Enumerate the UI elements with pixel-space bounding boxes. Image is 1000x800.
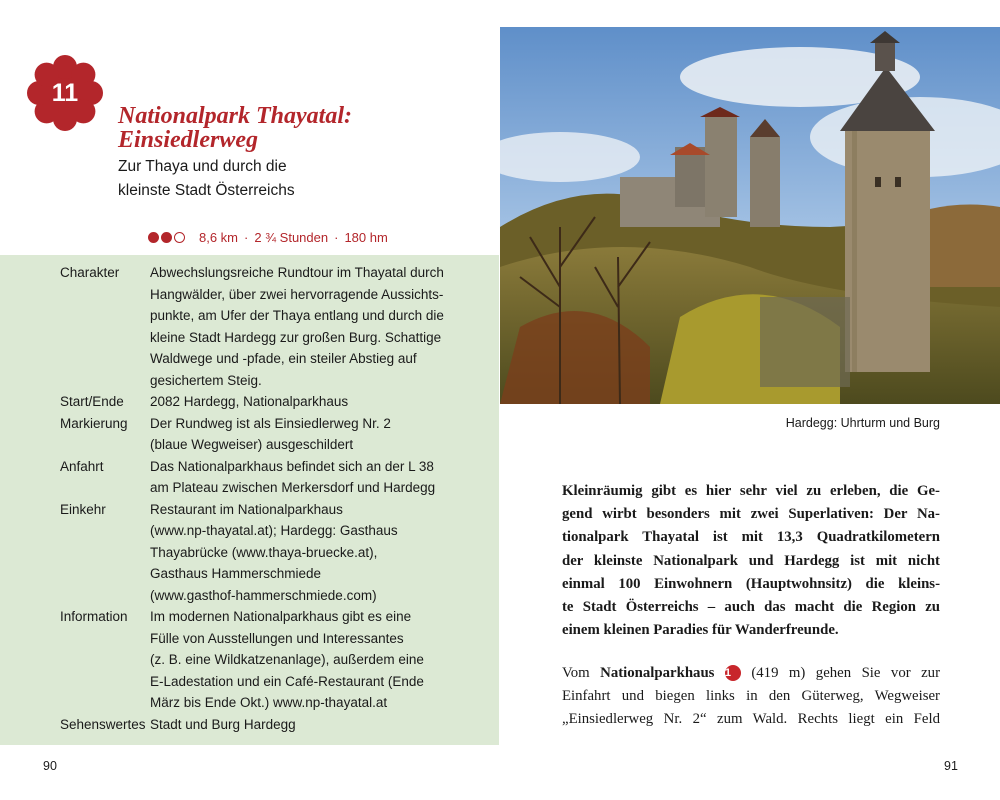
- tour-number: 11: [51, 78, 79, 107]
- info-line: (www.gasthof-hammerschmiede.com): [150, 587, 377, 603]
- info-label: Charakter: [60, 265, 120, 280]
- info-line: Abwechslungsreiche Rundtour im Thayatal durch: [150, 265, 444, 280]
- info-line: Der Rundweg ist als Einsiedlerweg Nr. 2: [150, 415, 391, 431]
- info-label: Markierung: [60, 415, 128, 431]
- waypoint-marker-icon: 1: [725, 665, 741, 681]
- body-text: Vom: [562, 665, 601, 681]
- info-line: Waldwege und -pfade, ein steiler Abstieg auf: [150, 351, 417, 366]
- tour-duration: 2 ¾ Stunden: [254, 230, 329, 245]
- tour-title-line-1: Nationalpark Thayatal:: [118, 103, 353, 129]
- info-value: [150, 714, 450, 736]
- tour-stats: [148, 230, 388, 245]
- info-line: gesichertem Steig.: [150, 372, 262, 388]
- castle-photo-illustration: [500, 27, 1000, 404]
- info-line: Im modernen Nationalparkhaus gibt es eine: [150, 609, 412, 624]
- body-line: „Einsiedlerweg Nr. 2“ zum Wald. Rechts liegt ein Feld: [562, 711, 940, 728]
- info-line: Fülle von Ausstellungen und Interessantes: [150, 630, 404, 646]
- tour-title-line-2: Einsiedlerweg: [118, 127, 259, 153]
- stat-separator: ·: [244, 230, 249, 245]
- info-value: [150, 456, 450, 499]
- castle-photo: [500, 27, 1000, 404]
- info-value: [150, 391, 450, 413]
- difficulty-dot-empty-icon: [174, 232, 185, 243]
- info-value: [150, 262, 450, 391]
- info-line: Stadt und Burg Hardegg: [150, 716, 296, 732]
- info-value: [150, 499, 450, 607]
- info-line: (blaue Wegweiser) ausgeschildert: [150, 437, 354, 452]
- intro-line: tionalpark Thayatal ist mit 13,3 Quadratkilometern: [562, 529, 940, 546]
- info-value: [150, 413, 450, 456]
- info-line: 2082 Hardegg, Nationalparkhaus: [150, 394, 349, 409]
- info-line: (z. B. eine Wildkatzenanlage), außerdem eine: [150, 652, 424, 667]
- photo-caption: Hardegg: Uhrturm und Burg: [785, 416, 940, 430]
- info-line: Restaurant im Nationalparkhaus: [150, 501, 343, 517]
- info-line: März bis Ende Okt.) www.np-thayatal.at: [150, 695, 388, 710]
- body-text: (419 m) gehen Sie vor zur: [740, 665, 940, 681]
- info-line: punkte, am Ufer der Thaya entlang und durch die: [150, 308, 444, 323]
- info-value: [150, 606, 450, 714]
- intro-line: te Stadt Österreichs – auch das macht die Region zu: [562, 599, 940, 616]
- info-line: E-Ladestation und ein Café-Restaurant (Ende: [150, 673, 424, 689]
- body-bold-place: Nationalparkhaus: [600, 665, 715, 681]
- tour-subtitle-line-2: kleinste Stadt Österreichs: [118, 182, 295, 199]
- difficulty-dot-filled-icon: [161, 232, 172, 243]
- info-line: (www.np-thayatal.at); Hardegg: Gasthaus: [150, 523, 398, 538]
- intro-line: Kleinräumig gibt es hier sehr viel zu erleben, die Ge-: [562, 483, 940, 499]
- tour-title: [118, 104, 398, 152]
- info-label: Anfahrt: [60, 458, 104, 474]
- intro-paragraph: [562, 480, 940, 642]
- stat-separator: ·: [334, 230, 339, 245]
- body-line: [562, 662, 940, 685]
- info-label: Information: [60, 609, 128, 624]
- info-line: kleine Stadt Hardegg zur großen Burg. Schattige: [150, 329, 442, 345]
- difficulty-rating: [148, 232, 187, 243]
- tour-subtitle-line-1: Zur Thaya und durch die: [118, 158, 287, 175]
- intro-line: einem kleinen Paradies für Wanderfreunde.: [562, 622, 839, 639]
- tour-distance: 8,6 km: [199, 230, 239, 245]
- info-label: Start/Ende: [60, 394, 124, 409]
- info-line: Thayabrücke (www.thaya-bruecke.at),: [150, 544, 378, 560]
- info-line: Hangwälder, über zwei hervorragende Aussichts-: [150, 286, 444, 302]
- info-label: Einkehr: [60, 501, 106, 517]
- tour-number-badge: [27, 55, 103, 131]
- intro-line: einmal 100 Einwohnern (Hauptwohnsitz) die kleins-: [562, 575, 940, 592]
- difficulty-dot-filled-icon: [148, 232, 159, 243]
- body-paragraph: [562, 662, 940, 732]
- page-number-left: 90: [43, 759, 57, 773]
- info-line: Das Nationalparkhaus befindet sich an der L 38: [150, 458, 434, 474]
- info-label: Sehenswertes: [60, 716, 146, 732]
- page-number-right: 91: [944, 759, 958, 773]
- tour-elevation: 180 hm: [344, 230, 388, 245]
- info-line: am Plateau zwischen Merkersdorf und Hardegg: [150, 480, 436, 495]
- tour-subtitle: [118, 155, 378, 203]
- body-line: Einfahrt und biegen links in den Güterweg, Wegweiser: [562, 688, 940, 705]
- intro-line: gend wirbt besonders mit zwei Superlativen: Der Na-: [562, 506, 940, 523]
- tour-info-box: [0, 255, 499, 745]
- intro-line: der kleinste Nationalpark und Hardegg ist mit nicht: [562, 552, 940, 569]
- info-line: Gasthaus Hammerschmiede: [150, 566, 322, 581]
